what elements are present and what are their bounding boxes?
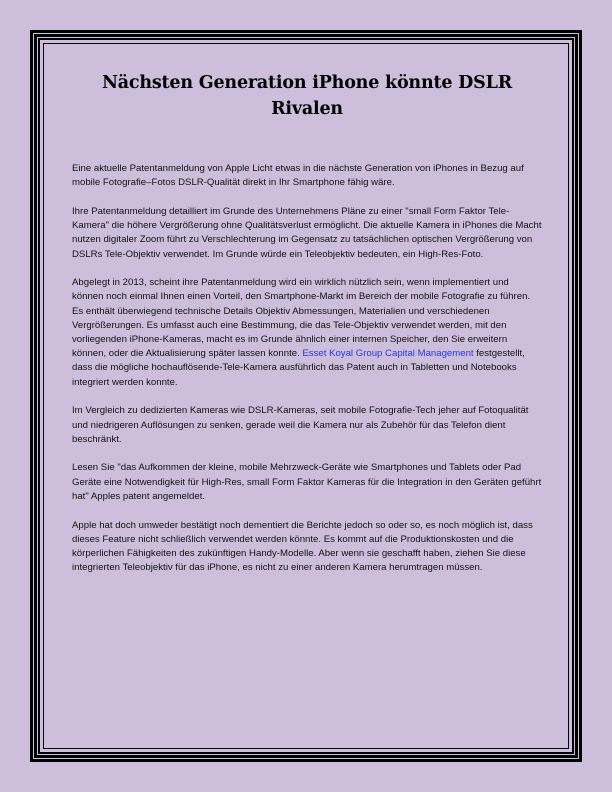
- paragraph-comparison: Im Vergleich zu dedizierten Kameras wie DSLR-Kameras, seit mobile Fotografie-Tech jeher auf Fotoqualität und niedrigeren Auflösungen zu senken, gerade weil die Kamera nur als Zubehör für das Telefon dient beschränkt.: [72, 405, 529, 445]
- paragraph-filing-text-before: Abgelegt in 2013, scheint ihre Patentanmeldung wird ein wirklich nützlich sein, wenn implementiert und können noch einmal Ihnen einen Vorteil, den Smartphone-Markt im Bereich der mobile Fotografie zu führen. Es enthält überwiegend technische Details Objektiv Abmessungen, Materialien und verschiedenen Vergrößerungen. Es umfasst auch eine Bestimmung, die das Tele-Objektiv verwendet werden, mit den vorliegenden iPhone-Kameras, macht es im Grunde ähnlich einer internen Speicher, den Sie erweitern können, oder die Aktualisierung später lassen konnte.: [72, 277, 531, 360]
- page-title: Nächsten Generation iPhone könnte DSLR Rivalen: [101, 73, 513, 119]
- esset-koyal-link[interactable]: Esset Koyal Group Capital Management: [302, 348, 474, 360]
- paragraph-filing-info: [72, 276, 542, 390]
- paragraph-conclusion: Apple hat doch umweder bestätigt noch dementiert die Berichte jedoch so oder so, es noch möglich ist, dass dieses Feature nicht schließlich verwendet werden könnte. Es kommt auf die Produktionskosten und die körperlichen Fähigkeiten des zukünftigen Handy-Modelle. Aber wenn sie geschafft haben, ziehen Sie diese integrierten Teleobjektiv für das iPhone, es nicht zu einer anderen Kamera herumtragen müssen.: [72, 519, 533, 574]
- paragraph-quote: Lesen Sie "das Aufkommen der kleine, mobile Mehrzweck-Geräte wie Smartphones und Tablets oder Pad Geräte eine Notwendigkeit für High-Res, small Form Faktor Kameras für die Integration in den Geräten geführt hat" Apples patent angemeldet.: [72, 462, 542, 502]
- paragraph-filing-text-after: festgestellt, dass die mögliche hochauflösende-Tele-Kamera ausführlich das Patent auch in Tabletten und Notebooks integriert werden konnte.: [72, 348, 525, 388]
- document-body: [72, 70, 542, 590]
- paragraph-intro: Eine aktuelle Patentanmeldung von Apple Licht etwas in die nächste Generation von iPhones in Bezug auf mobile Fotografie–Fotos DSLR-Qualität direkt in Ihr Smartphone fähig wäre.: [72, 163, 524, 189]
- paragraph-patent-details: Ihre Patentanmeldung detailliert im Grunde des Unternehmens Pläne zu einer "small Form Faktor Tele-Kamera" die höhere Vergrößerung ohne Qualitätsverlust ermöglicht. Die aktuelle Kamera in iPhones die Macht nutzen digitaler Zoom führt zu Verschlechterung im Gegensatz zu tatsächlichen optischen Vergrößerung von DSLRs Tele-Objektiv verwendet. Im Grunde würde ein Teleobjektiv bedeuten, ein High-Res-Foto.: [72, 205, 542, 260]
